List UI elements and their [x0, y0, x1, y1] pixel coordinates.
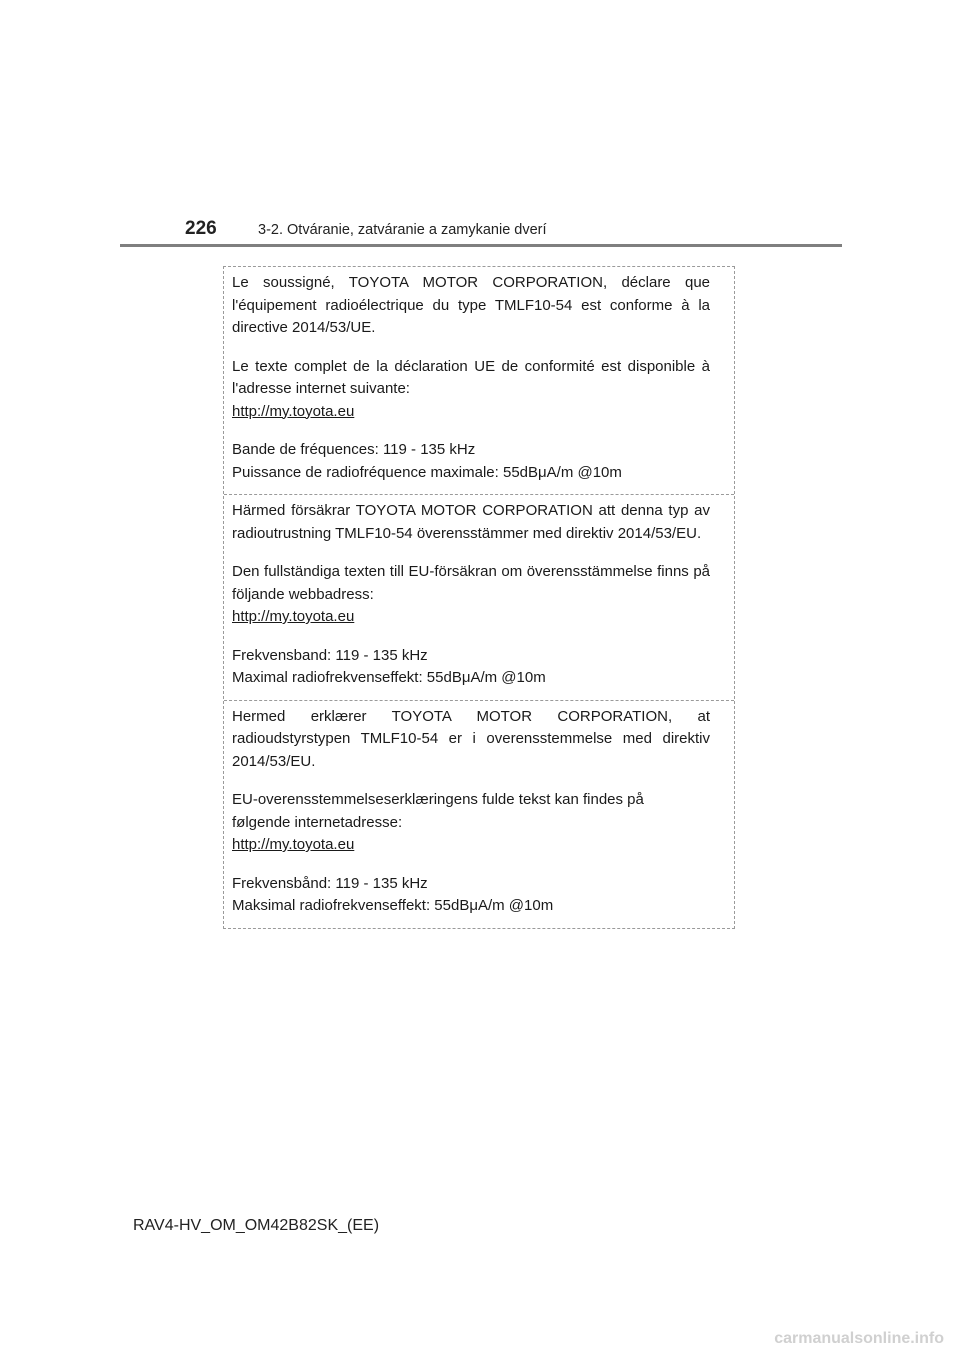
declaration-intro: Hermed erklærer TOYOTA MOTOR CORPORATION, at radioudstyrstypen TMLF10-54 er i overensstemmelse med direktiv 2014/53/EU. — [232, 707, 710, 770]
document-code: RAV4-HV_OM_OM42B82SK_(EE) — [133, 1217, 380, 1234]
header-divider — [120, 244, 842, 247]
frequency-band: Frekvensband: 119 - 135 kHz — [232, 646, 428, 664]
max-power: Maximal radiofrekvenseffekt: 55dBμA/m @10m — [232, 669, 546, 686]
declaration-url-link[interactable]: http://my.toyota.eu — [232, 402, 355, 420]
declaration-intro: Härmed försäkrar TOYOTA MOTOR CORPORATION att denna typ av radioutrustning TMLF10-54 överensstämmer med direktiv 2014/53/EU. — [232, 502, 710, 542]
page-number: 226 — [185, 218, 217, 239]
watermark: carmanualsonline.info — [774, 1330, 944, 1347]
declaration-url-link[interactable]: http://my.toyota.eu — [232, 608, 355, 625]
declaration-url-link[interactable]: http://my.toyota.eu — [232, 836, 355, 853]
section-title: 3-2. Otváranie, zatváranie a zamykanie dverí — [258, 222, 547, 238]
declaration-swedish — [224, 495, 734, 701]
declaration-availability: Den fullständiga texten till EU-försäkran om överensstämmelse finns på följande webbadress: — [232, 563, 710, 603]
max-power: Maksimal radiofrekvenseffekt: 55dBμA/m @10m — [232, 897, 554, 914]
max-power: Puissance de radiofréquence maximale: 55dBμA/m @10m — [232, 463, 622, 481]
declaration-intro: Le soussigné, TOYOTA MOTOR CORPORATION, déclare que l'équipement radioélectrique du type TMLF10-54 est conforme à la directive 2014/53/UE. — [232, 274, 710, 336]
declaration-french — [224, 267, 734, 495]
declaration-availability: Le texte complet de la déclaration UE de conformité est disponible à l'adresse internet suivante: — [232, 357, 710, 397]
frequency-band: Frekvensbånd: 119 - 135 kHz — [232, 874, 428, 892]
declaration-availability: EU-overensstemmelseserklæringens fulde tekst kan findes på følgende internetadresse: — [232, 791, 644, 831]
frequency-band: Bande de fréquences: 119 - 135 kHz — [232, 441, 476, 458]
declarations-box — [223, 266, 735, 929]
declaration-danish — [224, 701, 734, 928]
